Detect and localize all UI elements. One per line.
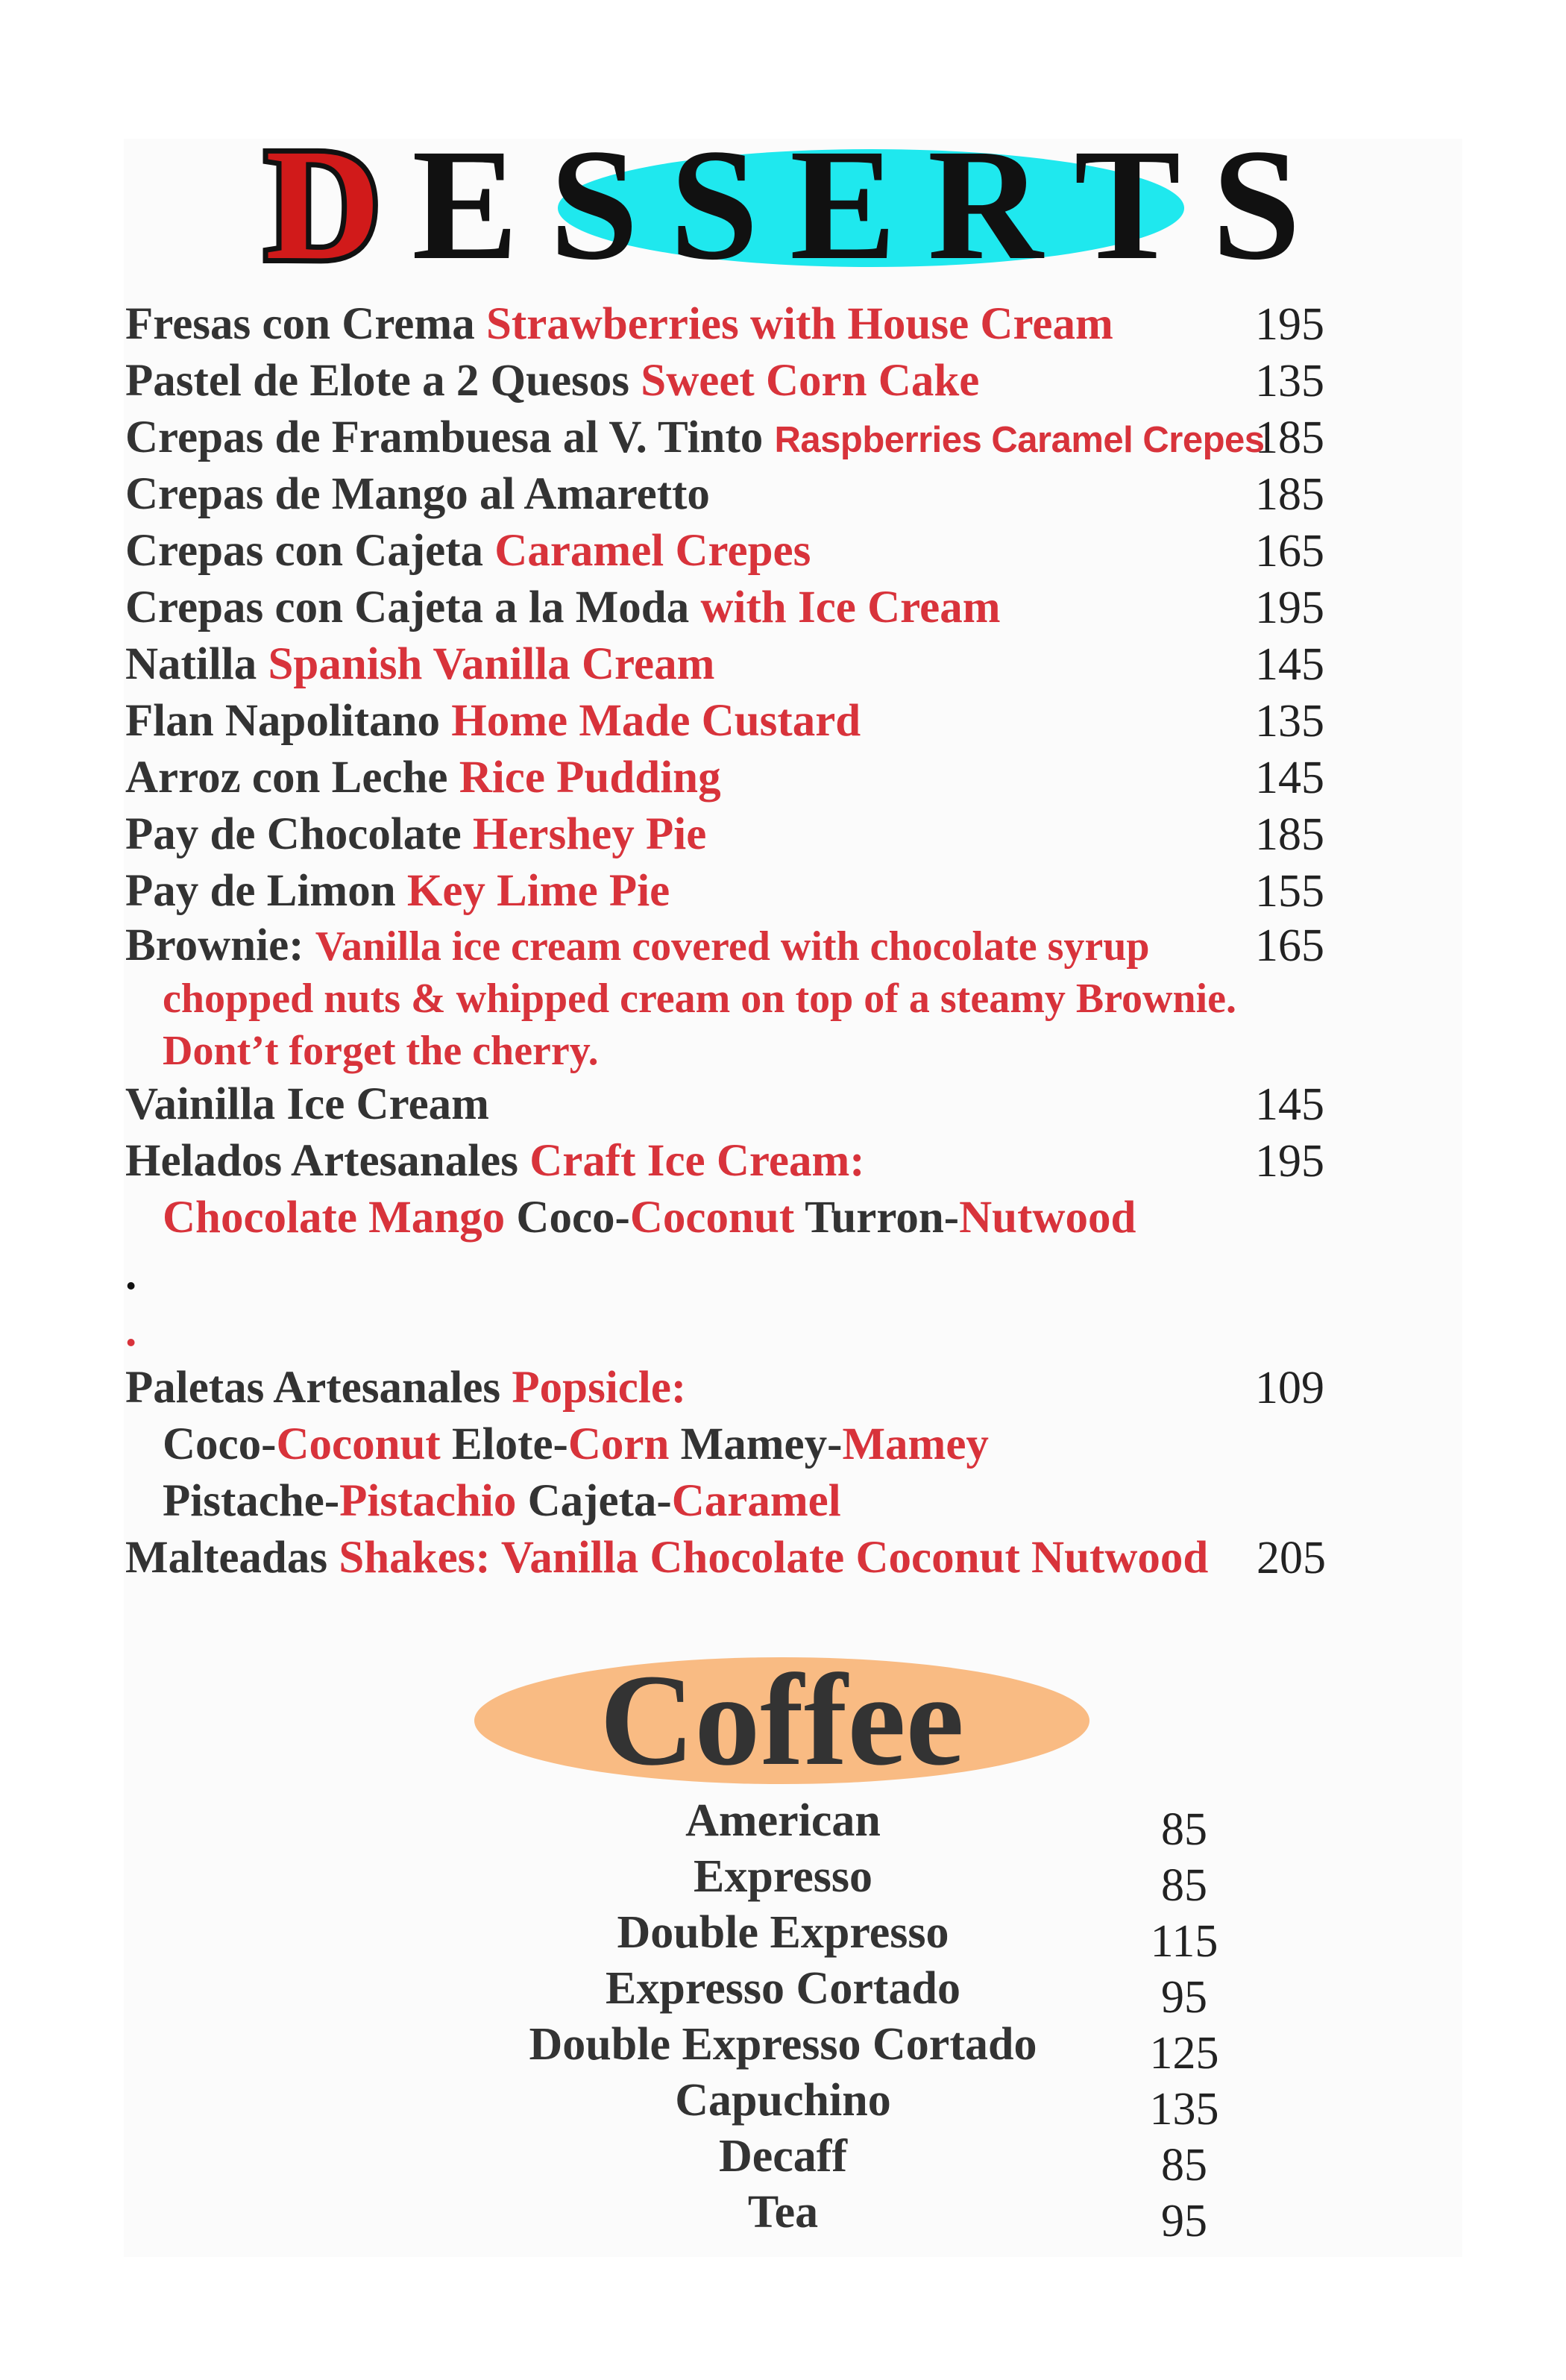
desserts-title-letter: T	[1074, 116, 1181, 293]
coffee-item	[0, 2073, 1566, 2135]
flavor-en: Nutwood	[959, 1193, 1136, 1243]
menu-item	[125, 1076, 1468, 1133]
coffee-price: 125	[1149, 2028, 1219, 2079]
coffee-name: Expresso Cortado	[606, 1963, 960, 2014]
coffee-name: Expresso	[693, 1851, 872, 1902]
desserts-title	[0, 116, 1566, 293]
item-name-en: Key Lime Pie	[406, 866, 670, 916]
item-price: 155	[1255, 866, 1324, 917]
coffee-price: 115	[1150, 1916, 1218, 1967]
item-name-es: Pay de Limon	[125, 866, 396, 916]
flavor-es: Elote-	[452, 1419, 568, 1469]
item-price: 195	[1255, 1136, 1324, 1187]
coffee-price: 95	[1161, 1972, 1207, 2023]
desserts-title-letter: D	[265, 116, 381, 293]
coffee-list	[0, 1793, 1566, 2246]
item-name-es: Crepas con Cajeta	[125, 526, 484, 576]
item-name-es: Arroz con Leche	[125, 753, 448, 803]
brownie-description-line: Dont’t forget the cherry.	[163, 1028, 599, 1074]
dot-mark: .	[125, 1306, 137, 1356]
menu-item	[125, 750, 1468, 806]
desserts-title-letter: S	[1212, 116, 1301, 293]
item-price: 185	[1255, 809, 1324, 860]
brownie-description	[125, 972, 1468, 1024]
coffee-name: Double Expresso Cortado	[529, 2019, 1037, 2070]
brownie-item	[125, 920, 1468, 972]
menu-item	[125, 409, 1468, 466]
item-price: 195	[1255, 583, 1324, 633]
brownie-description	[125, 1024, 1468, 1076]
coffee-price: 85	[1161, 1860, 1207, 1911]
coffee-price: 95	[1161, 2196, 1207, 2246]
flavor-es: Cajeta-	[527, 1476, 672, 1526]
coffee-name: Capuchino	[675, 2075, 891, 2126]
desserts-title-letter: S	[670, 116, 759, 293]
flavor-en: Pistachio	[339, 1476, 517, 1526]
dot-mark: .	[125, 1249, 137, 1299]
paletas-flavors	[125, 1473, 1468, 1530]
item-price: 145	[1255, 753, 1324, 803]
desserts-list	[125, 296, 1468, 1586]
item-name-en: Strawberries with House Cream	[485, 299, 1113, 349]
menu-item	[125, 523, 1468, 580]
item-price: 165	[1255, 920, 1324, 971]
item-price: 185	[1255, 412, 1324, 463]
item-name-en: with Ice Cream	[700, 583, 1001, 632]
coffee-price: 85	[1161, 2140, 1207, 2191]
flavor-es: Mamey-	[680, 1419, 843, 1469]
coffee-item	[0, 1961, 1566, 2023]
item-price: 135	[1255, 696, 1324, 747]
item-name-en: Craft Ice Cream:	[529, 1136, 865, 1186]
coffee-price: 85	[1161, 1804, 1207, 1855]
coffee-item	[0, 1849, 1566, 1911]
coffee-name: Decaff	[718, 2131, 848, 2182]
flavor-es: Turron-	[805, 1193, 960, 1243]
item-name-es: Crepas de Mango al Amaretto	[125, 469, 710, 519]
item-price: 165	[1255, 526, 1324, 577]
item-name-en: Home Made Custard	[451, 696, 861, 746]
item-name-es: Helados Artesanales	[125, 1136, 518, 1186]
item-name-es: Crepas con Cajeta a la Moda	[125, 583, 690, 632]
item-name-es: Paletas Artesanales	[125, 1363, 501, 1413]
menu-item	[125, 466, 1468, 523]
menu-item	[125, 693, 1468, 750]
item-name-es: Brownie:	[125, 920, 304, 970]
menu-item	[125, 636, 1468, 693]
menu-item	[125, 353, 1468, 409]
coffee-item	[0, 1905, 1566, 1967]
separator-dot	[125, 1303, 1468, 1360]
item-price: 109	[1255, 1363, 1324, 1413]
desserts-title-letter: E	[790, 116, 896, 293]
flavor-en: Caramel	[671, 1476, 841, 1526]
flavor-es: Coco-	[163, 1419, 277, 1469]
item-name-es: Fresas con Crema	[125, 299, 475, 349]
item-name-es: Crepas de Frambuesa al V. Tinto	[125, 412, 764, 462]
coffee-item	[0, 2017, 1566, 2079]
paletas-item	[125, 1360, 1468, 1416]
coffee-name: Double Expresso	[617, 1907, 949, 1958]
flavor-en: Corn	[567, 1419, 670, 1469]
item-name-es: Flan Napolitano	[125, 696, 440, 746]
helados-item	[125, 1133, 1468, 1190]
item-name-es: Pay de Chocolate	[125, 809, 462, 859]
menu-item	[125, 806, 1468, 863]
coffee-name: American	[685, 1795, 881, 1846]
coffee-item	[0, 1793, 1566, 1855]
coffee-item	[0, 2185, 1566, 2246]
item-name-es: Vainilla Ice Cream	[125, 1079, 489, 1129]
flavor-es: Pistache-	[163, 1476, 340, 1526]
desserts-title-letter: S	[550, 116, 639, 293]
brownie-description-line: chopped nuts & whipped cream on top of a steamy Brownie.	[163, 976, 1237, 1022]
item-price: 205	[1257, 1533, 1326, 1583]
item-name-en: Shakes: Vanilla Chocolate Coconut Nutwood	[339, 1533, 1209, 1583]
menu-item	[125, 863, 1468, 920]
flavor-en: Chocolate Mango	[163, 1193, 506, 1243]
helados-flavors	[125, 1190, 1468, 1246]
flavor-es: Coco-	[516, 1193, 630, 1243]
item-name-en: Caramel Crepes	[494, 526, 811, 576]
item-name-es: Natilla	[125, 639, 257, 689]
paletas-flavors	[125, 1416, 1468, 1473]
separator-dot	[125, 1246, 1468, 1303]
coffee-item	[0, 2129, 1566, 2191]
coffee-price: 135	[1149, 2084, 1219, 2135]
coffee-name: Tea	[747, 2187, 819, 2238]
menu-item	[125, 296, 1468, 353]
item-name-en: Hershey Pie	[472, 809, 707, 859]
item-name-en: Sweet Corn Cake	[641, 356, 980, 406]
desserts-title-letter: R	[927, 116, 1043, 293]
item-name-en: Raspberries Caramel Crepes	[774, 420, 1265, 460]
menu-item	[125, 580, 1468, 636]
item-name-en: Spanish Vanilla Cream	[268, 639, 715, 689]
item-price: 145	[1255, 1079, 1324, 1130]
flavor-en: Mamey	[842, 1419, 989, 1469]
item-name-es: Pastel de Elote a 2 Quesos	[125, 356, 630, 406]
item-name-es: Malteadas	[125, 1533, 328, 1583]
menu-item	[125, 1530, 1468, 1586]
flavor-en: Coconut	[629, 1193, 795, 1243]
item-price: 145	[1255, 639, 1324, 690]
flavor-en: Coconut	[276, 1419, 441, 1469]
item-price: 185	[1255, 469, 1324, 520]
item-price: 195	[1255, 299, 1324, 350]
item-price: 135	[1255, 356, 1324, 406]
coffee-title: Coffee	[600, 1648, 964, 1793]
item-name-en: Rice Pudding	[459, 753, 721, 803]
item-name-en: Popsicle:	[512, 1363, 687, 1413]
brownie-description-line: Vanilla ice cream covered with chocolate syrup	[315, 923, 1150, 970]
desserts-title-letter: E	[412, 116, 519, 293]
